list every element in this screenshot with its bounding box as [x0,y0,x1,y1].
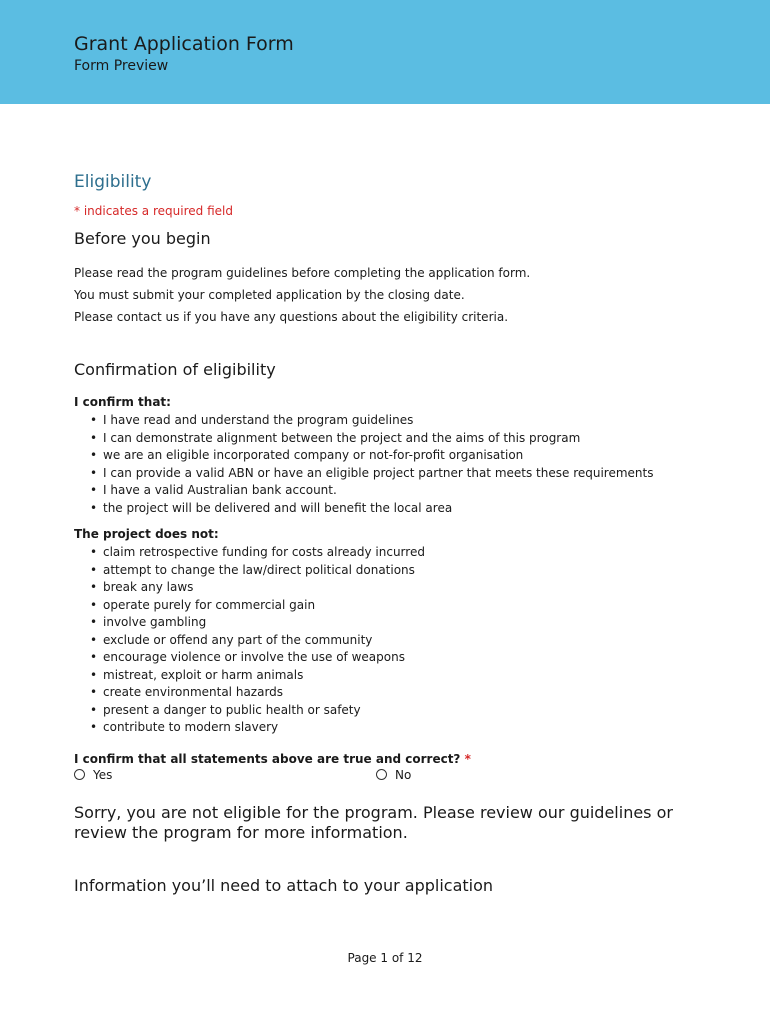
before-you-begin-heading: Before you begin [74,229,211,248]
list-item [90,482,714,500]
attachments-heading: Information you’ll need to attach to your application [74,875,494,895]
list-item [90,500,714,518]
list-item-text: involve gambling [103,615,207,629]
list-item-text: exclude or offend any part of the community [103,632,373,647]
intro-paragraph: You must submit your completed application by the closing date. [74,288,465,302]
bullet-icon: • [90,667,98,682]
radio-circle-icon[interactable] [74,769,85,780]
list-item-text: present a danger to public health or safety [103,702,361,717]
bullet-icon: • [90,465,98,480]
list-item-text: contribute to modern slavery [103,720,279,734]
list-item-text: we are an eligible incorporated company or not-for-profit organisation [103,448,524,462]
list-item-text: operate purely for commercial gain [103,597,316,612]
bullet-icon: • [90,615,98,629]
list-item-text: mistreat, exploit or harm animals [103,667,304,682]
bullet-icon: • [90,545,98,559]
ineligible-message: Sorry, you are not eligible for the program. Please review our guidelines or review the program for more information. [74,802,673,842]
confirm-radio-group [74,767,714,783]
list-item [90,412,714,430]
list-item [90,579,714,597]
yes-radio-label: Yes [93,767,113,782]
list-item-text: attempt to change the law/direct political donations [103,562,415,577]
intro-paragraph: Please read the program guidelines before completing the application form. [74,266,531,280]
list-item-text: the project will be delivered and will benefit the local area [103,500,453,515]
confirm-that-label: I confirm that: [74,395,171,409]
list-item-text: claim retrospective funding for costs already incurred [103,545,425,559]
list-item-text: I can provide a valid ABN or have an eligible project partner that meets these requirements [103,465,654,480]
yes-radio[interactable] [74,767,112,783]
bullet-icon: • [90,580,98,594]
project-does-not-list [74,544,714,737]
bullet-icon: • [90,650,98,664]
page-header [0,0,770,104]
confirm-list [74,412,714,517]
bullet-icon: • [90,500,98,515]
list-item [90,684,714,702]
list-item-text: I have a valid Australian bank account. [103,483,337,497]
no-radio-label: No [395,767,412,782]
form-content [74,170,714,897]
list-item [90,719,714,737]
bullet-icon: • [90,413,98,427]
list-item-text: encourage violence or involve the use of weapons [103,650,405,664]
list-item [90,544,714,562]
list-item [90,702,714,720]
list-item [90,597,714,615]
list-item [90,667,714,685]
form-title: Grant Application Form [74,33,294,55]
list-item-text: I have read and understand the program guidelines [103,413,414,427]
bullet-icon: • [90,632,98,647]
page-indicator: Page 1 of 12 [347,951,423,965]
list-item [90,562,714,580]
question-text: I confirm that all statements above are true and correct? [74,751,461,766]
bullet-icon: • [90,483,98,497]
intro-paragraphs [74,262,714,328]
confirm-statements-question [74,751,714,767]
list-item [90,465,714,483]
required-marker: * [464,751,471,766]
form-subtitle: Form Preview [74,58,169,74]
list-item [90,649,714,667]
bullet-icon: • [90,685,98,699]
required-field-note: * indicates a required field [74,204,233,218]
intro-paragraph: Please contact us if you have any questions about the eligibility criteria. [74,310,509,324]
project-does-not-label: The project does not: [74,527,219,541]
bullet-icon: • [90,720,98,734]
list-item-text: create environmental hazards [103,685,284,699]
confirmation-heading: Confirmation of eligibility [74,360,276,379]
radio-circle-icon[interactable] [376,769,387,780]
section-title: Eligibility [74,172,152,192]
bullet-icon: • [90,597,98,612]
list-item [90,632,714,650]
bullet-icon: • [90,430,98,445]
list-item [90,614,714,632]
list-item-text: break any laws [103,580,194,594]
bullet-icon: • [90,562,98,577]
list-item [90,447,714,465]
bullet-icon: • [90,448,98,462]
no-radio[interactable] [376,767,411,783]
bullet-icon: • [90,702,98,717]
list-item-text: I can demonstrate alignment between the project and the aims of this program [103,430,581,445]
list-item [90,430,714,448]
